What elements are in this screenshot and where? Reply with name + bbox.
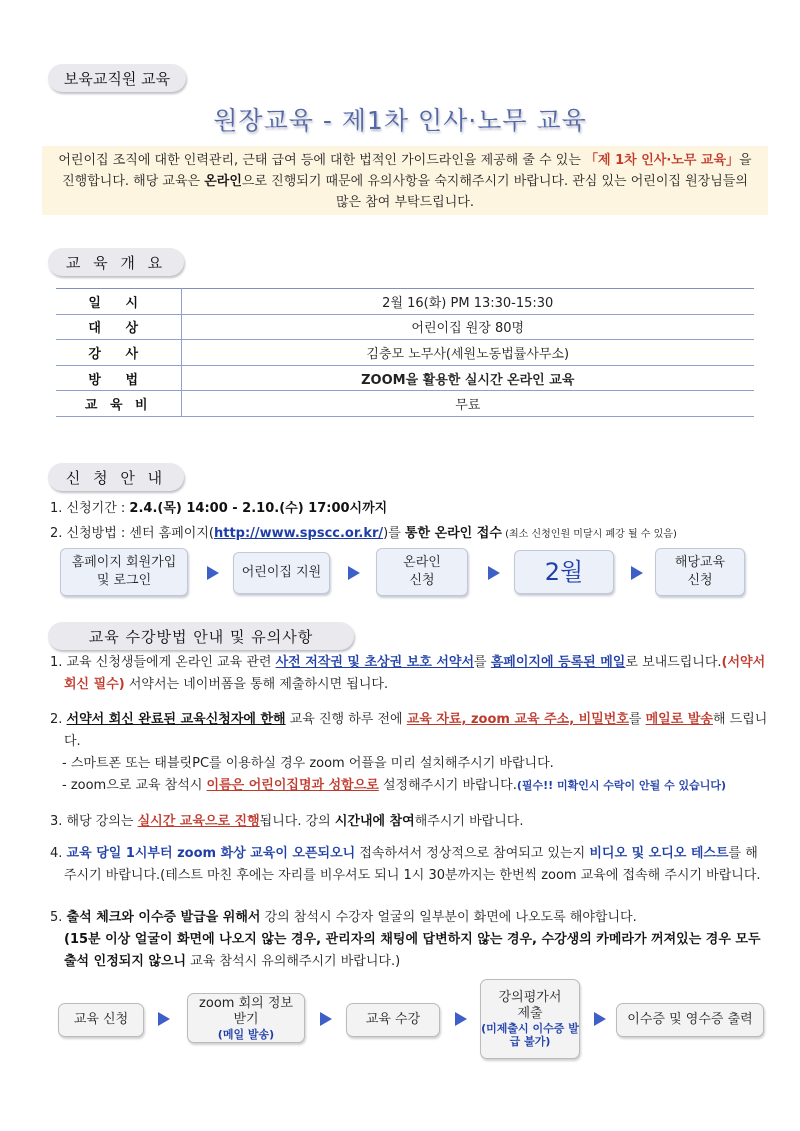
row-value: 무료: [181, 391, 754, 417]
row-label: 대 상: [56, 314, 181, 340]
apply-step-support: 어린이집 지원: [233, 552, 330, 594]
category-label: 보육교직원 교육: [48, 64, 186, 92]
course-step-apply: 교육 신청: [58, 1003, 144, 1037]
section-overview-heading: 교 육 개 요: [48, 248, 184, 276]
apply-step-online: 온라인 신청: [376, 548, 468, 596]
arrow-right-icon: [207, 566, 219, 580]
row-label: 일 시: [56, 289, 181, 315]
course-step-evaluation: 강의평가서 제출 (미제출시 이수증 발급 불가): [480, 979, 580, 1059]
table-row: [56, 340, 754, 366]
section-apply-heading: 신 청 안 내: [48, 463, 184, 491]
arrow-right-icon: [631, 566, 643, 580]
notice-item-4: 4. 교육 당일 1시부터 zoom 화상 교육이 오픈되오니 접속하셔서 정상적으로 참여되고 있는지 비디오 및 오디오 테스트를 해주시기 바랍니다.(테스트 마친 후에는 자리를 비우셔도 되니 1시 30분까지는 한번씩 zoom 교육에 접속해 주시기 바랍니다.: [50, 846, 761, 883]
row-value: 2월 16(화) PM 13:30-15:30: [181, 289, 754, 315]
table-row: [56, 289, 754, 315]
arrow-right-icon: [455, 1012, 467, 1026]
notice-item-3: 3. 해당 강의는 실시간 교육으로 진행됩니다. 강의 시간내에 참여해주시기 바랍니다.: [50, 814, 524, 829]
intro-box: 어린이집 조직에 대한 인력관리, 근태 급여 등에 대한 법적인 가이드라인을 제공해 줄 수 있는 「제 1차 인사·노무 교육」을 진행합니다. 해당 교육은 온라인으로 진행되기 때문에 유의사항을 숙지해주시기 바랍니다. 관심 있는 어린이집 원장님들의 많은 참여 부탁드립니다.: [42, 146, 768, 215]
table-row: [56, 391, 754, 417]
arrow-right-icon: [320, 1012, 332, 1026]
apply-step-month: 2월: [514, 550, 614, 594]
row-value: ZOOM을 활용한 실시간 온라인 교육: [181, 365, 754, 391]
course-step-attend: 교육 수강: [346, 1003, 440, 1037]
notice-item-5: 5. 출석 체크와 이수증 발급을 위해서 강의 참석시 수강자 얼굴의 일부분이 화면에 나오도록 해야합니다. (15분 이상 얼굴이 화면에 나오지 않는 경우, 관리자의 채팅에 답변하지 않는 경우, 수강생의 카메라가 꺼져있는 경우 모두 출석 인정되지 않으니 교육 참석시 유의해주시기 바랍니다.): [50, 910, 761, 969]
arrow-right-icon: [488, 566, 500, 580]
arrow-right-icon: [594, 1012, 606, 1026]
apply-step-course: 해당교육 신청: [655, 548, 745, 596]
notice-item-1: 1. 교육 신청생들에게 온라인 교육 관련 사전 저작권 및 초상권 보호 서약서를 홈페이지에 등록된 메일로 보내드립니다.(서약서회신 필수) 서약서는 네이버폼을 통해 제출하시면 됩니다.: [50, 655, 766, 692]
overview-table: [56, 288, 754, 417]
page-title: 원장교육 - 제1차 인사·노무 교육: [213, 106, 587, 135]
row-value: 김충모 노무사(세원노동법률사무소): [181, 340, 754, 366]
table-row: [56, 314, 754, 340]
row-label: 방 법: [56, 365, 181, 391]
apply-step-signup: 홈페이지 회원가입 및 로그인: [60, 548, 188, 596]
arrow-right-icon: [158, 1012, 170, 1026]
arrow-right-icon: [348, 566, 360, 580]
course-step-certificate: 이수증 및 영수증 출력: [616, 1003, 764, 1037]
section-method-heading: 교육 수강방법 안내 및 유의사항: [48, 622, 354, 650]
row-value: 어린이집 원장 80명: [181, 314, 754, 340]
table-row: [56, 365, 754, 391]
apply-period: 1. 신청기간 : 2.4.(목) 14:00 - 2.10.(수) 17:00시까지: [50, 501, 388, 516]
row-label: 교 육 비: [56, 391, 181, 417]
row-label: 강 사: [56, 340, 181, 366]
course-step-zoom-info: zoom 회의 정보 받기 (메일 발송): [187, 993, 305, 1043]
homepage-link[interactable]: http://www.spscc.or.kr/: [213, 526, 384, 541]
notice-item-2: 2. 서약서 회신 완료된 교육신청자에 한해 교육 진행 하루 전에 교육 자료, zoom 교육 주소, 비밀번호를 메일로 발송해 드립니다. - 스마트폰 또는 태블릿PC를 이용하실 경우 zoom 어플을 미리 설치해주시기 바랍니다. - zoom으로 교육 참석시 이름은 어린이집명과 성함으로 설정해주시기 바랍니다.(필수!! 미확인시 수락이 안될 수 있습니다): [50, 712, 768, 793]
apply-method: 2. 신청방법 : 센터 홈페이지(http://www.spscc.or.kr/)를 통한 온라인 접수 (최소 신청인원 미달시 폐강 될 수 있음): [50, 526, 677, 541]
